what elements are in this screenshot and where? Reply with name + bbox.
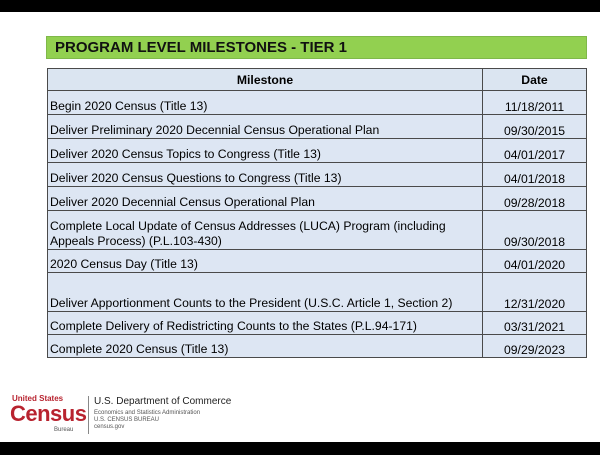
date-cell: 09/29/2023 [483, 335, 587, 358]
table-row [48, 335, 587, 358]
date-cell: 12/31/2020 [483, 273, 587, 312]
date-cell: 11/18/2011 [483, 91, 587, 115]
table-row [48, 163, 587, 187]
table-row [48, 187, 587, 211]
logo-census-text: Census [10, 401, 87, 426]
milestone-cell: Deliver 2020 Census Questions to Congress (Title 13) [48, 163, 483, 187]
agency-website: census.gov [94, 424, 125, 430]
table-row [48, 139, 587, 163]
date-cell: 09/30/2018 [483, 211, 587, 250]
milestone-cell: Deliver Preliminary 2020 Decennial Census Operational Plan [48, 115, 483, 139]
milestone-cell: Deliver 2020 Census Topics to Congress (Title 13) [48, 139, 483, 163]
header-date: Date [483, 69, 587, 91]
date-cell: 04/01/2018 [483, 163, 587, 187]
logo-us-text: United States [12, 394, 64, 403]
agency-line-1: Economics and Statistics Administration [94, 410, 201, 416]
header-milestone: Milestone [48, 69, 483, 91]
footer [10, 394, 310, 438]
table-row [48, 211, 587, 250]
date-cell: 03/31/2021 [483, 312, 587, 335]
date-cell: 09/30/2015 [483, 115, 587, 139]
table-header-row [48, 69, 587, 91]
slide [0, 12, 600, 442]
milestone-cell: Complete 2020 Census (Title 13) [48, 335, 483, 358]
milestones-table [47, 68, 587, 358]
date-cell: 04/01/2017 [483, 139, 587, 163]
slide-title: PROGRAM LEVEL MILESTONES - TIER 1 [46, 36, 587, 59]
milestone-cell: 2020 Census Day (Title 13) [48, 250, 483, 273]
date-cell: 04/01/2020 [483, 250, 587, 273]
table-row [48, 115, 587, 139]
table-row [48, 250, 587, 273]
agency-line-2: U.S. CENSUS BUREAU [94, 417, 160, 423]
milestone-cell: Deliver 2020 Decennial Census Operational Plan [48, 187, 483, 211]
table-row [48, 312, 587, 335]
milestone-cell: Complete Delivery of Redistricting Counts to the States (P.L.94-171) [48, 312, 483, 335]
table-row [48, 273, 587, 312]
table-row [48, 91, 587, 115]
logo-bureau-text: Bureau [54, 427, 74, 433]
department-name: U.S. Department of Commerce [94, 396, 232, 407]
milestone-cell: Deliver Apportionment Counts to the President (U.S.C. Article 1, Section 2) [48, 273, 483, 312]
census-bureau-logo [10, 394, 87, 436]
footer-divider [88, 396, 89, 434]
date-cell: 09/28/2018 [483, 187, 587, 211]
milestone-cell: Begin 2020 Census (Title 13) [48, 91, 483, 115]
milestone-cell: Complete Local Update of Census Addresses (LUCA) Program (including Appeals Process) (P.L.103-430) [48, 211, 483, 250]
